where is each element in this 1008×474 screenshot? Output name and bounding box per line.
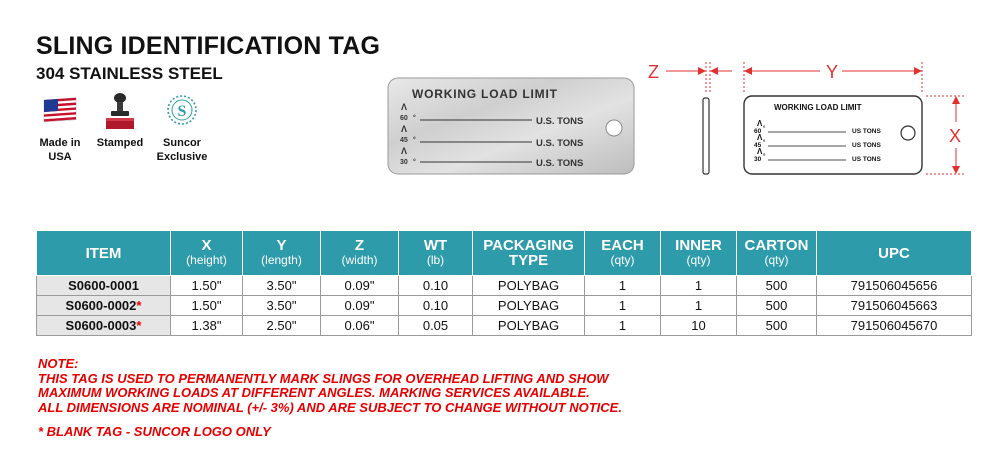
diagram-unit-label: US TONS bbox=[852, 128, 881, 135]
badge-stamped bbox=[88, 92, 152, 150]
badge-label: Stamped bbox=[96, 137, 144, 149]
badge-made-in-usa bbox=[28, 92, 92, 164]
diagram-unit-label: US TONS bbox=[852, 142, 881, 149]
diagram-angle-label: 30 bbox=[754, 156, 762, 163]
stamp-icon bbox=[102, 92, 138, 132]
note-line: ALL DIMENSIONS ARE NOMINAL (+/- 3%) AND ARE SUBJECT TO CHANGE WITHOUT NOTICE. bbox=[38, 399, 622, 415]
packaging-cell: POLYBAG bbox=[473, 276, 585, 296]
carton-cell: 500 bbox=[737, 296, 817, 316]
svg-text:Λ: Λ bbox=[757, 119, 763, 128]
badge-label: Suncor bbox=[163, 137, 201, 149]
column-header: X (height) bbox=[171, 231, 243, 276]
item-cell: S0600-0003* bbox=[37, 316, 171, 336]
tag-unit-label: U.S. TONS bbox=[536, 116, 584, 127]
svg-text:°: ° bbox=[763, 126, 766, 132]
z-cell: 0.09" bbox=[321, 296, 399, 316]
x-cell: 1.50" bbox=[171, 276, 243, 296]
carton-cell: 500 bbox=[737, 316, 817, 336]
tag-angle-label: 30 bbox=[400, 159, 408, 166]
packaging-cell: POLYBAG bbox=[473, 296, 585, 316]
inner-cell: 1 bbox=[661, 276, 737, 296]
svg-text:Λ: Λ bbox=[401, 102, 408, 112]
dimension-diagram bbox=[640, 56, 980, 186]
packaging-cell: POLYBAG bbox=[473, 316, 585, 336]
tag-angle-label: 60 bbox=[400, 115, 408, 122]
tag-angle-label: 45 bbox=[400, 137, 408, 144]
tag-heading: WORKING LOAD LIMIT bbox=[412, 87, 558, 101]
page-subtitle: 304 STAINLESS STEEL bbox=[36, 64, 223, 83]
y-cell: 3.50" bbox=[243, 276, 321, 296]
svg-text:Λ: Λ bbox=[401, 146, 408, 156]
dim-z-label: Z bbox=[648, 62, 659, 82]
tag-unit-label: U.S. TONS bbox=[536, 158, 584, 169]
inner-cell: 1 bbox=[661, 296, 737, 316]
svg-text:°: ° bbox=[413, 115, 416, 122]
column-header: PACKAGING TYPE bbox=[473, 231, 585, 276]
item-cell: S0600-0001 bbox=[37, 276, 171, 296]
badge-suncor-exclusive bbox=[150, 92, 214, 164]
usa-flag-icon bbox=[42, 92, 78, 132]
dim-x-label: X bbox=[949, 126, 962, 146]
z-cell: 0.09" bbox=[321, 276, 399, 296]
column-header: INNER (qty) bbox=[661, 231, 737, 276]
column-header: ITEM bbox=[37, 231, 171, 276]
svg-text:°: ° bbox=[763, 154, 766, 160]
badge-label: USA bbox=[48, 151, 72, 163]
upc-cell: 791506045670 bbox=[817, 316, 972, 336]
badge-label: Made in bbox=[39, 137, 81, 149]
spec-table bbox=[36, 230, 972, 336]
diagram-heading: WORKING LOAD LIMIT bbox=[774, 103, 862, 112]
wt-cell: 0.10 bbox=[399, 276, 473, 296]
table-row bbox=[37, 276, 972, 296]
svg-text:Λ: Λ bbox=[401, 124, 408, 134]
svg-text:°: ° bbox=[413, 137, 416, 144]
note-line: THIS TAG IS USED TO PERMANENTLY MARK SLINGS FOR OVERHEAD LIFTING AND SHOW bbox=[38, 370, 609, 386]
tag-photo bbox=[386, 76, 636, 176]
x-cell: 1.38" bbox=[171, 316, 243, 336]
note-block bbox=[38, 357, 978, 415]
column-header: EACH (qty) bbox=[585, 231, 661, 276]
column-header: UPC bbox=[817, 231, 972, 276]
dim-y-label: Y bbox=[826, 62, 839, 82]
diagram-unit-label: US TONS bbox=[852, 156, 881, 163]
badge-label: Exclusive bbox=[156, 151, 208, 163]
suncor-logo-icon bbox=[164, 92, 200, 132]
page-title: SLING IDENTIFICATION TAG bbox=[36, 32, 381, 60]
svg-text:Λ: Λ bbox=[757, 133, 763, 142]
svg-text:°: ° bbox=[413, 159, 416, 166]
y-cell: 3.50" bbox=[243, 296, 321, 316]
item-cell: S0600-0002* bbox=[37, 296, 171, 316]
x-cell: 1.50" bbox=[171, 296, 243, 316]
note-line: MAXIMUM WORKING LOADS AT DIFFERENT ANGLES. MARKING SERVICES AVAILABLE. bbox=[38, 385, 590, 400]
column-header: WT (lb) bbox=[399, 231, 473, 276]
column-header: Z (width) bbox=[321, 231, 399, 276]
each-cell: 1 bbox=[585, 316, 661, 336]
each-cell: 1 bbox=[585, 296, 661, 316]
diagram-angle-label: 45 bbox=[754, 142, 762, 149]
svg-text:S: S bbox=[177, 103, 187, 120]
note-line: NOTE: bbox=[38, 356, 79, 371]
wt-cell: 0.05 bbox=[399, 316, 473, 336]
footnote: * BLANK TAG - SUNCOR LOGO ONLY bbox=[38, 424, 271, 439]
z-cell: 0.06" bbox=[321, 316, 399, 336]
inner-cell: 10 bbox=[661, 316, 737, 336]
column-header: Y (length) bbox=[243, 231, 321, 276]
carton-cell: 500 bbox=[737, 276, 817, 296]
table-header-row bbox=[37, 231, 972, 276]
wt-cell: 0.10 bbox=[399, 296, 473, 316]
each-cell: 1 bbox=[585, 276, 661, 296]
column-header: CARTON (qty) bbox=[737, 231, 817, 276]
svg-text:Λ: Λ bbox=[757, 147, 763, 156]
tag-unit-label: U.S. TONS bbox=[536, 138, 584, 149]
upc-cell: 791506045656 bbox=[817, 276, 972, 296]
upc-cell: 791506045663 bbox=[817, 296, 972, 316]
y-cell: 2.50" bbox=[243, 316, 321, 336]
svg-text:°: ° bbox=[763, 140, 766, 146]
table-row bbox=[37, 316, 972, 336]
table-row bbox=[37, 296, 972, 316]
diagram-angle-label: 60 bbox=[754, 128, 762, 135]
